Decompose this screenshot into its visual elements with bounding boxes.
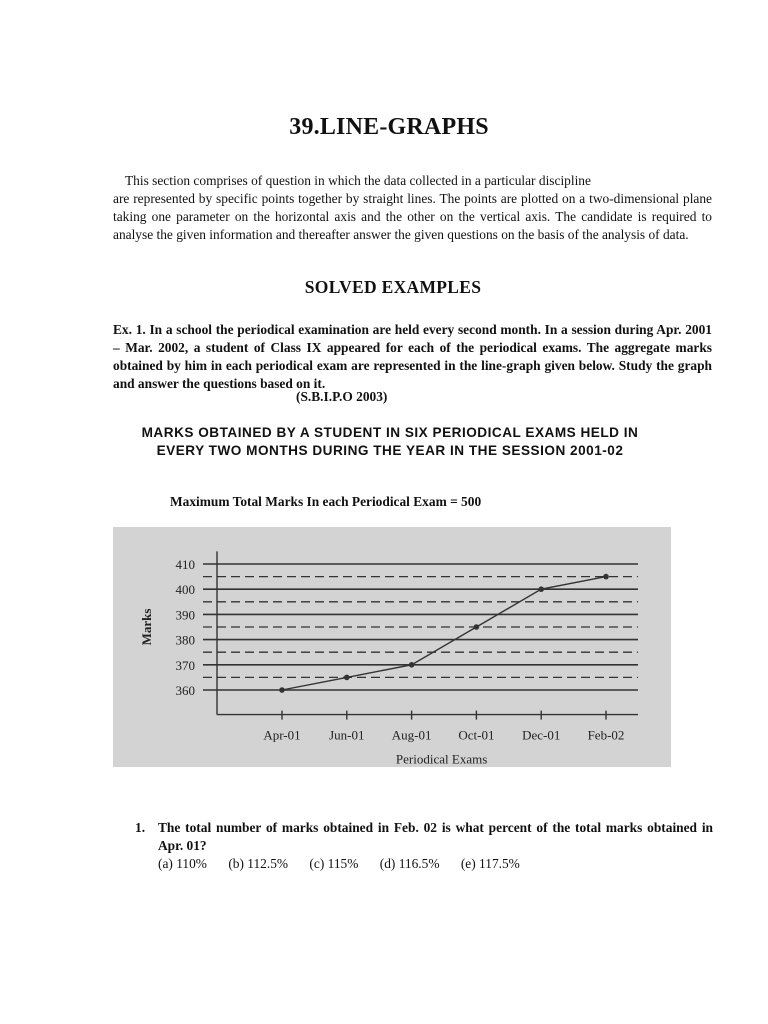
line-chart-svg xyxy=(113,527,671,767)
option-c: (c) 115% xyxy=(309,856,359,871)
option-e: (e) 117.5% xyxy=(460,856,520,871)
y-tick-label: 410 xyxy=(175,557,195,572)
page-title: 39.LINE-GRAPHS xyxy=(289,114,489,140)
section-title: SOLVED EXAMPLES xyxy=(304,277,482,297)
y-tick-label: 370 xyxy=(175,657,195,673)
y-tick-label: 390 xyxy=(175,607,195,623)
x-tick-label: Apr-01 xyxy=(263,727,301,743)
x-tick-label: Oct-01 xyxy=(458,727,495,743)
data-point xyxy=(279,687,285,693)
option-a: (a) 110% xyxy=(158,856,207,871)
series-line xyxy=(282,577,606,690)
y-tick-label: 360 xyxy=(175,683,195,698)
example-source: (S.B.I.P.O 2003) xyxy=(296,389,388,404)
x-tick-label: Dec-01 xyxy=(522,727,561,743)
x-tick-label: Jun-01 xyxy=(329,727,365,743)
max-marks-note: Maximum Total Marks In each Periodical Exam = 500 xyxy=(170,494,482,509)
data-point xyxy=(603,574,609,580)
option-b: (b) 112.5% xyxy=(228,856,289,871)
intro-paragraph xyxy=(113,172,712,244)
data-point xyxy=(344,675,350,681)
example-text: Ex. 1. In a school the periodical examination are held every second month. In a session during Apr. 2001 – Mar. 2002, a student of Class IX appeared for each of the periodical exams. The aggregate marks obtained by him in each periodical exam are represented in the line-graph given below. Study the graph and answer the questions based on it. xyxy=(113,322,712,391)
x-axis-label: Periodical Exams xyxy=(395,751,488,767)
data-point xyxy=(474,624,480,630)
line-chart xyxy=(113,527,671,767)
question-options xyxy=(158,855,713,873)
chart-heading-line-1: MARKS OBTAINED BY A STUDENT IN SIX PERIODICAL EXAMS HELD IN xyxy=(141,425,639,440)
intro-first-line: This section comprises of question in which the data collected in a particular discipline xyxy=(125,173,591,188)
question-1 xyxy=(137,819,713,873)
y-tick-label: 400 xyxy=(175,582,195,598)
question-number: 1. xyxy=(135,820,146,835)
chart-heading-line-2: EVERY TWO MONTHS DURING THE YEAR IN THE SESSION 2001-02 xyxy=(156,443,624,458)
intro-body: are represented by specific points together by straight lines. The points are plotted on a two-dimensional plane taking one parameter on the horizontal axis and the other on the vertical axis. The candidate is required to analyse the given information and thereafter answer the given questions on the basis of the analysis of data. xyxy=(113,191,712,242)
y-tick-label: 380 xyxy=(175,632,195,648)
option-d: (d) 116.5% xyxy=(379,856,440,871)
x-tick-label: Feb-02 xyxy=(587,727,625,743)
y-axis-label: Marks xyxy=(139,608,154,646)
data-point xyxy=(409,662,415,668)
x-tick-label: Aug-01 xyxy=(391,727,432,743)
chart-heading xyxy=(100,424,680,460)
data-point xyxy=(538,586,544,592)
question-text: The total number of marks obtained in Feb. 02 is what percent of the total marks obtained in Apr. 01? xyxy=(158,820,713,853)
